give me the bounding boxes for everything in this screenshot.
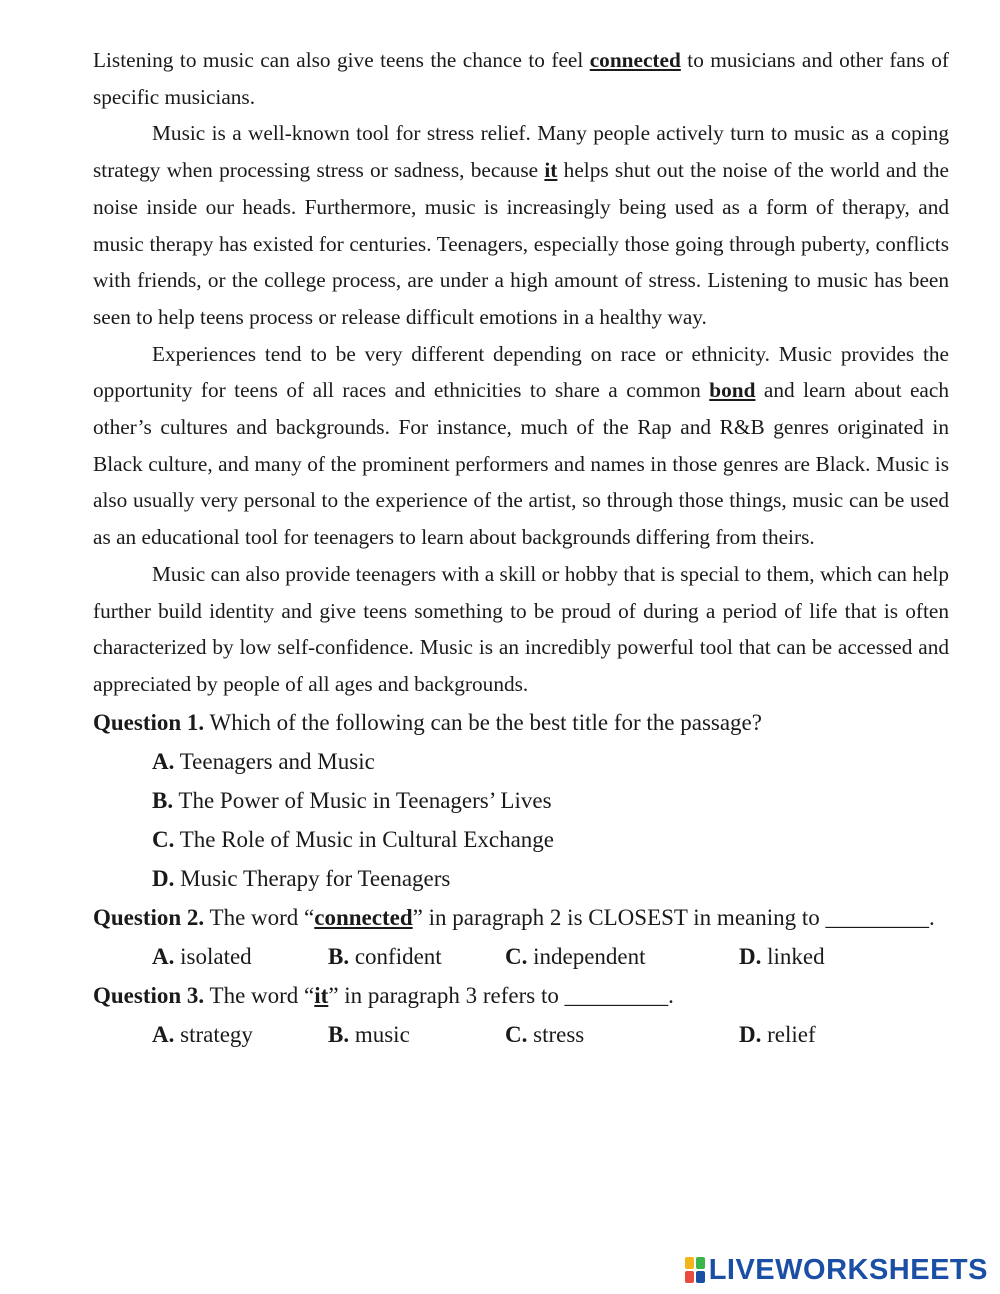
option-letter: C. [152, 826, 175, 852]
q3-option-c[interactable] [505, 1015, 584, 1054]
option-text: confident [349, 943, 442, 969]
q3-options-row [93, 1015, 949, 1054]
q2-option-a[interactable] [152, 937, 252, 976]
q2-option-b[interactable] [328, 937, 442, 976]
logo-tile [696, 1257, 705, 1269]
option-text: The Role of Music in Cultural Exchange [174, 826, 555, 852]
logo-tile [685, 1271, 694, 1283]
liveworksheets-logo [685, 1252, 988, 1288]
paragraph-3 [93, 336, 949, 556]
option-letter: D. [739, 943, 762, 969]
option-text: relief [761, 1021, 816, 1047]
q1-option-a[interactable] [93, 742, 949, 781]
option-letter: B. [328, 1021, 350, 1047]
keyword-connected: connected [589, 48, 681, 72]
option-text: stress [527, 1021, 585, 1047]
option-text: linked [761, 943, 825, 969]
p3-text-before: Experiences tend to be very different depending on race or ethnicity. Music provides the opportunity for teens of all races and ethnicities to share a common [93, 341, 949, 403]
option-letter: B. [152, 787, 174, 813]
option-letter: D. [152, 865, 175, 891]
question-3-text-before: The word “ [204, 982, 315, 1008]
q1-option-d[interactable] [93, 859, 949, 898]
question-3-text-after: ” in paragraph 3 refers to _________. [328, 982, 674, 1008]
worksheet-page [93, 42, 949, 1054]
p1-text-before: Listening to music can also give teens the chance to feel [93, 48, 590, 72]
question-1 [93, 703, 949, 742]
p1-text-after: to musicians and other fans of specific musicians. [93, 48, 950, 109]
option-text: strategy [174, 1021, 253, 1047]
liveworksheets-logo-icon [685, 1257, 705, 1283]
p3-text-after: and learn about each other’s cultures and backgrounds. For instance, much of the Rap and R&B genres originated in Black culture, and many of the prominent performers and names in those genres are Black. Music is also usually very personal to the experience of the artist, so through those things, music can be used as an educational tool for teenagers to learn about backgrounds differing from theirs. [93, 378, 949, 550]
option-text: music [349, 1021, 410, 1047]
option-text: Music Therapy for Teenagers [174, 865, 451, 891]
option-letter: B. [328, 943, 350, 969]
option-letter: A. [152, 943, 175, 969]
q2-option-c[interactable] [505, 937, 646, 976]
keyword-it: it [544, 158, 558, 183]
paragraph-4: Music can also provide teenagers with a skill or hobby that is special to them, which can help further build identity and give teens something to be proud of during a period of life that is often characterized by low self-confidence. Music is an incredibly powerful tool that can be accessed and appreciated by people of all ages and backgrounds. [93, 561, 949, 696]
question-3-keyword: it [314, 982, 329, 1008]
option-text: independent [527, 943, 646, 969]
option-text: The Power of Music in Teenagers’ Lives [173, 787, 552, 813]
question-1-label: Question 1. [93, 709, 205, 735]
q1-option-b[interactable] [93, 781, 949, 820]
question-3 [93, 976, 949, 1015]
logo-tile [685, 1257, 694, 1269]
option-letter: C. [505, 943, 528, 969]
option-text: isolated [174, 943, 252, 969]
logo-tile [696, 1271, 705, 1283]
question-1-text: Which of the following can be the best title for the passage? [204, 709, 762, 735]
q2-options-row [93, 937, 949, 976]
question-2-text-before: The word “ [204, 904, 315, 930]
q3-option-d[interactable] [739, 1015, 816, 1054]
option-letter: C. [505, 1021, 528, 1047]
p2-text-before: Music is a well-known tool for stress relief. Many people actively turn to music as a coping strategy when processing stress or sadness, because [93, 121, 949, 183]
option-letter: A. [152, 748, 175, 774]
q3-option-a[interactable] [152, 1015, 253, 1054]
paragraph-2 [93, 115, 949, 335]
question-2-label: Question 2. [93, 904, 205, 930]
q3-option-b[interactable] [328, 1015, 410, 1054]
paragraph-1 [93, 42, 949, 115]
option-letter: D. [739, 1021, 762, 1047]
question-2-keyword: connected [314, 904, 413, 930]
question-2 [93, 898, 949, 937]
logo-text: LIVEWORKSHEETS [708, 1253, 988, 1286]
q1-option-c[interactable] [93, 820, 949, 859]
option-text: Teenagers and Music [174, 748, 375, 774]
question-2-text-after: ” in paragraph 2 is CLOSEST in meaning to _________. [412, 904, 935, 930]
question-3-label: Question 3. [93, 982, 205, 1008]
keyword-bond: bond [709, 378, 756, 403]
p2-text-after: helps shut out the noise of the world and the noise inside our heads. Furthermore, music is increasingly being used as a form of therapy, and music therapy has existed for centuries. Teenagers, especially those going through puberty, conflicts with friends, or the college process, are under a high amount of stress. Listening to music has been seen to help teens process or release difficult emotions in a healthy way. [93, 158, 949, 329]
option-letter: A. [152, 1021, 175, 1047]
q2-option-d[interactable] [739, 937, 825, 976]
